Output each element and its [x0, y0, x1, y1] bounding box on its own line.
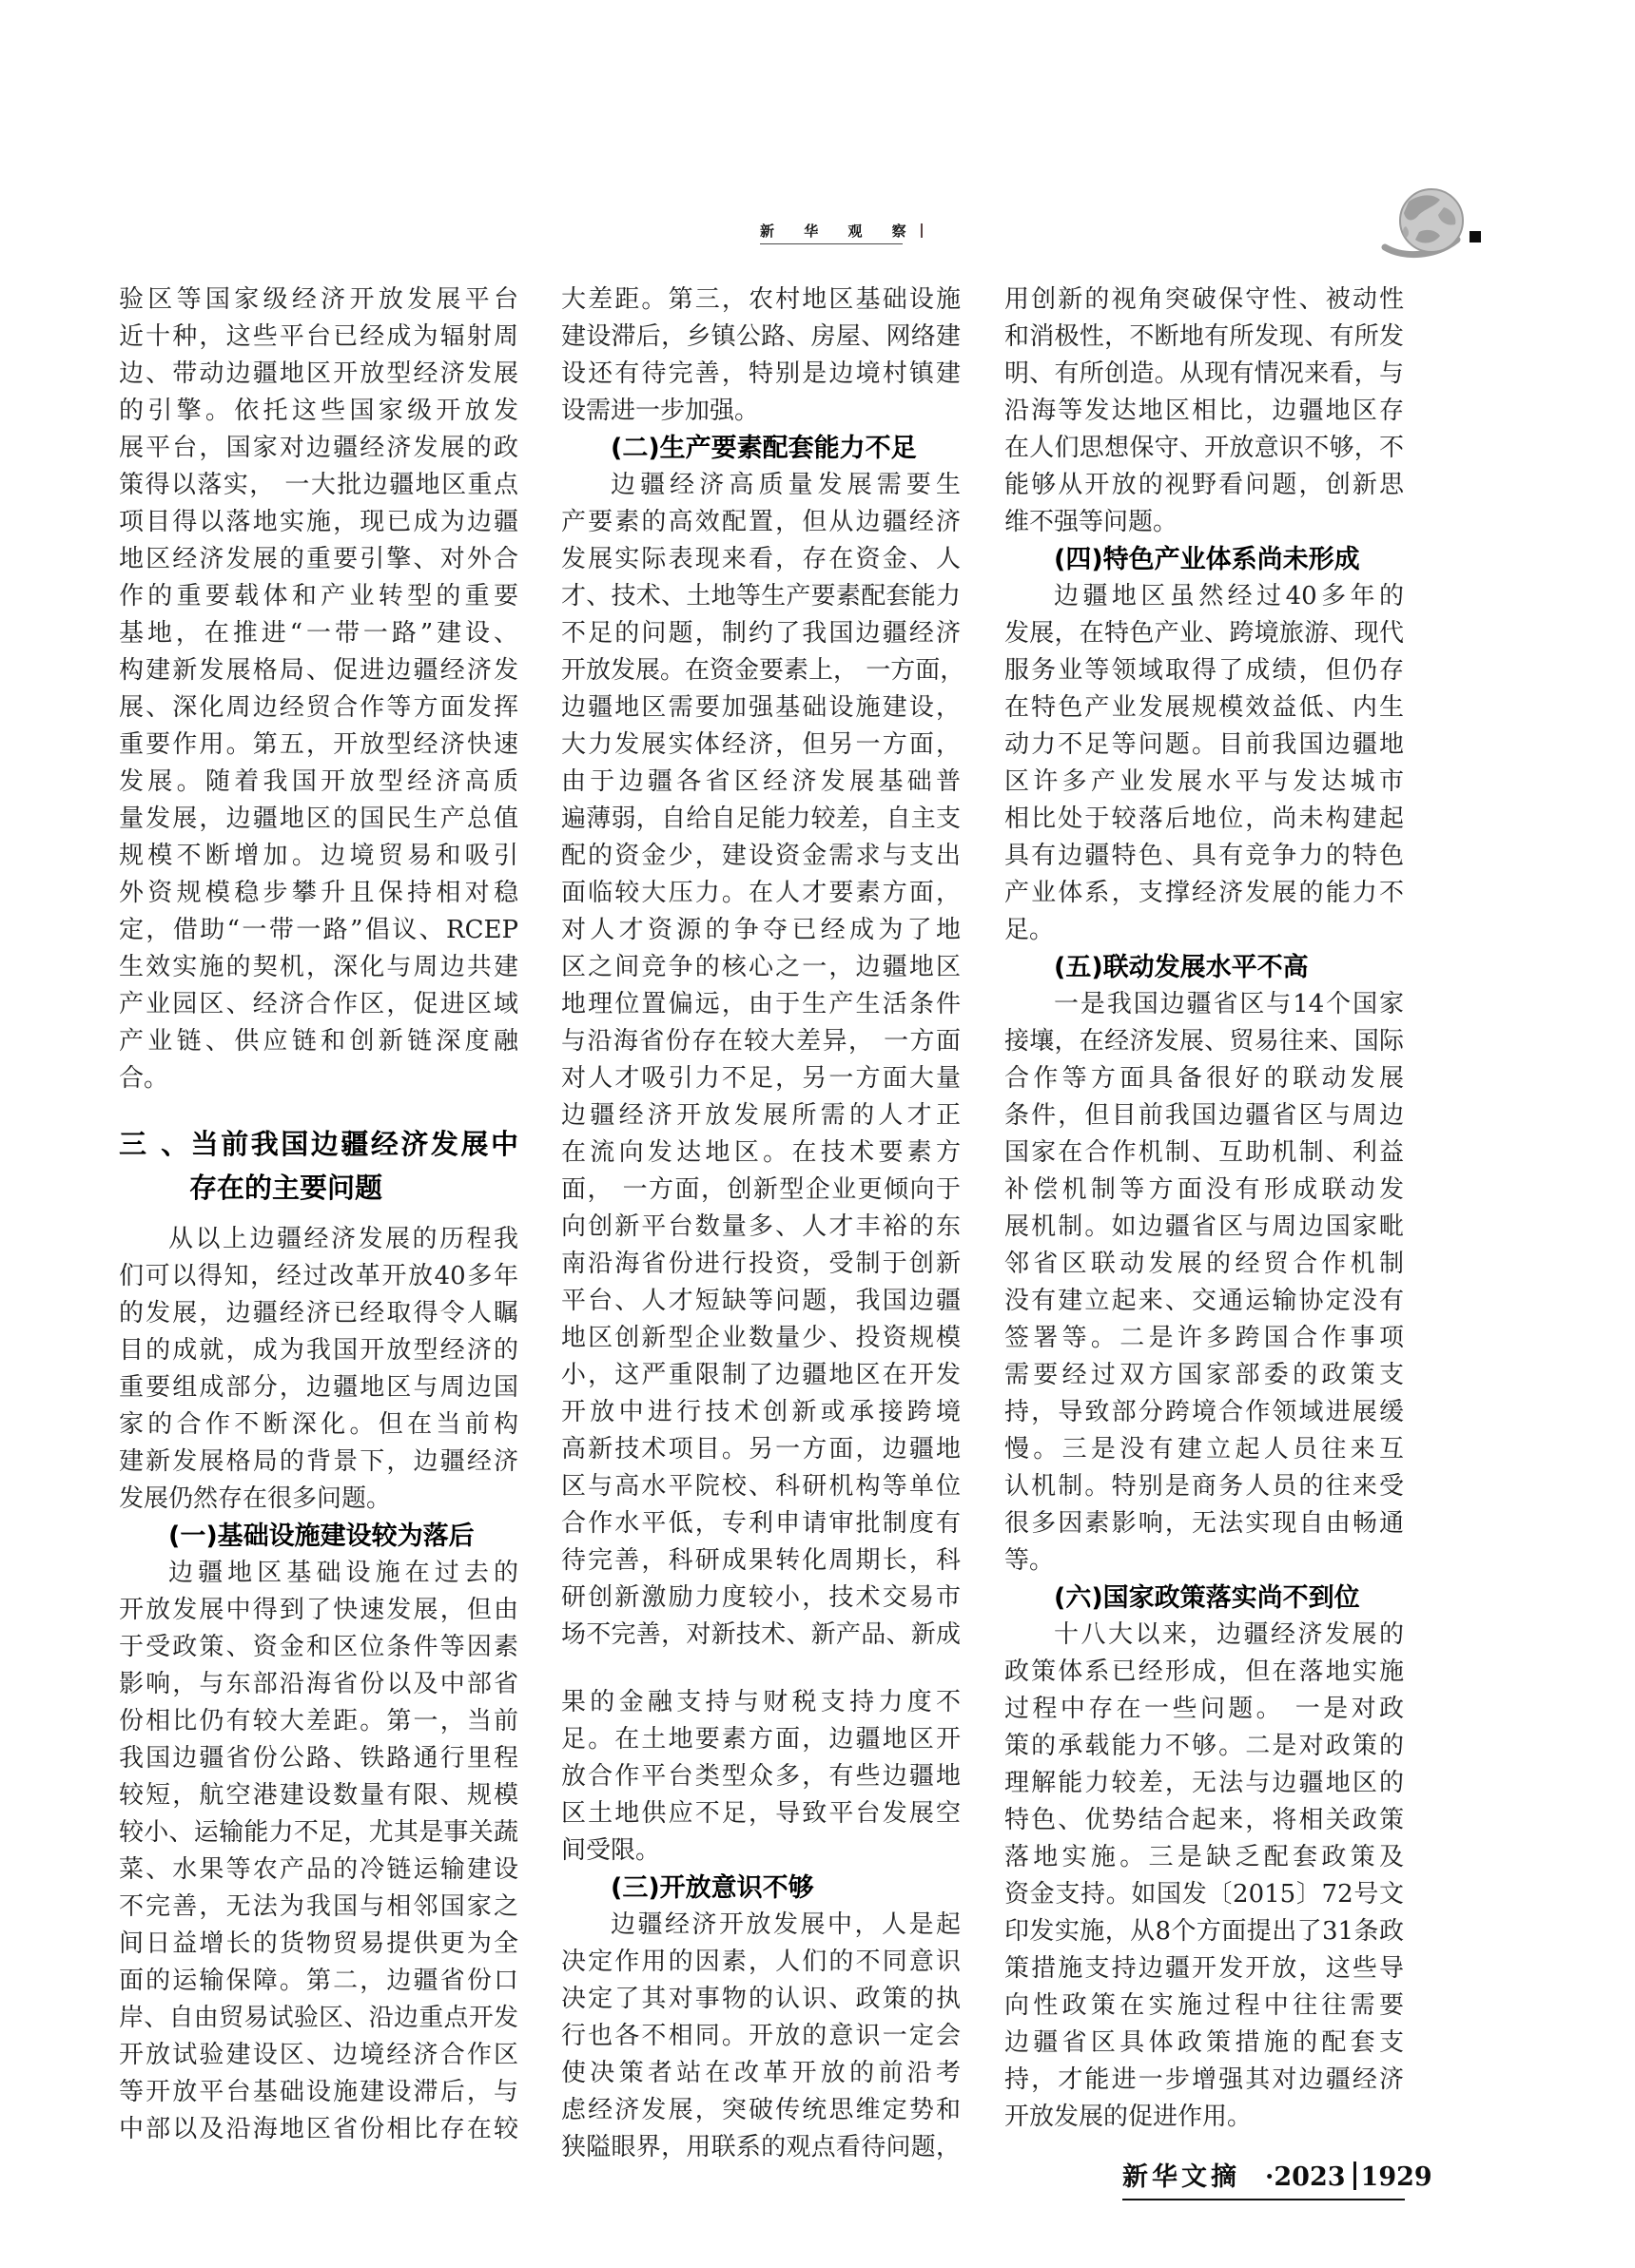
body-text-line: 设需进一步加强。: [561, 397, 760, 425]
body-text-line: 对人才吸引力不足，另一方面大量: [561, 1064, 961, 1093]
column-gap: [561, 1654, 961, 1684]
globe-logo: [1377, 181, 1491, 262]
column-gap: [119, 1097, 518, 1122]
body-text-line: 策得以落实， 一大批边疆地区重点: [119, 471, 518, 499]
body-text-line: 从以上边疆经济发展的历程我: [168, 1225, 518, 1253]
body-text-line: 的引擎。依托这些国家级开放发: [119, 397, 518, 425]
body-text-line: 展机制。如边疆省区与周边国家毗: [1004, 1212, 1404, 1241]
body-text-line: 决定了其对事物的认识、政策的执: [561, 1985, 961, 2013]
body-text-line: 验区等国家级经济开放发展平台: [119, 285, 518, 314]
body-text-line: 资金支持。如国发〔2015〕72号文: [1004, 1880, 1404, 1909]
body-text-line: 向性政策在实施过程中往往需要: [1004, 1991, 1404, 2020]
body-text-line: 等开放平台基础设施建设滞后，与: [119, 2078, 518, 2106]
body-text-line: 菜、水果等农产品的冷链运输建设: [119, 1855, 518, 1884]
body-text-line: 和消极性，不断地有所发现、有所发: [1004, 322, 1404, 351]
body-text-line: 条件，但目前我国边疆省区与周边: [1004, 1101, 1404, 1130]
body-text-line: 边疆省区具体政策措施的配套支: [1004, 2028, 1404, 2057]
globe-icon: [1377, 181, 1491, 262]
body-text-line: 影响，与东部沿海省份以及中部省: [119, 1670, 518, 1698]
body-text-line: 能够从开放的视野看问题，创新思: [1004, 471, 1404, 499]
body-text-line: 小，这严重限制了边疆地区在开发: [561, 1361, 961, 1389]
body-text-line: 动力不足等问题。目前我国边疆地: [1004, 730, 1404, 759]
body-text-line: 开放发展。在资金要素上， 一方面，: [561, 656, 965, 685]
body-text-line: 间受限。: [561, 1836, 661, 1865]
body-text-line: 落地实施。三是缺乏配套政策及: [1004, 1843, 1404, 1871]
body-text-line: 边疆地区需要加强基础设施建设，: [561, 693, 961, 722]
text-column-3: [1004, 281, 1404, 2136]
body-text-line: 签署等。二是许多跨国合作事项: [1004, 1324, 1404, 1352]
body-text-line: 重要组成部分，边疆地区与周边国: [119, 1373, 518, 1402]
body-text-line: 开放发展中得到了快速发展，但由: [119, 1596, 518, 1624]
body-text-line: 合作水平低，专利申请审批制度有: [561, 1509, 961, 1538]
header-separator-bar: [921, 223, 923, 238]
body-text-line: 合。: [119, 1064, 169, 1093]
body-text-line: 产业体系，支撑经济发展的能力不: [1004, 879, 1404, 907]
body-text-line: 合作等方面具备很好的联动发展: [1004, 1064, 1404, 1093]
body-text-line: 设还有待完善，特别是边境村镇建: [561, 359, 961, 388]
running-header-title: 新 华 观 察: [760, 223, 919, 240]
body-text-line: 很多因素影响，无法实现自由畅通: [1004, 1509, 1404, 1538]
body-text-line: 持，才能进一步增强其对边疆经济: [1004, 2065, 1404, 2094]
body-text-line: 才、技术、土地等生产要素配套能力: [561, 582, 961, 611]
body-text-line: 维不强等问题。: [1004, 508, 1178, 536]
body-text-line: 开放中进行技术创新或承接跨境: [561, 1398, 961, 1426]
body-text-line: 边疆经济高质量发展需要生: [611, 471, 961, 499]
body-text-line: 印发实施，从8个方面提出了31条政: [1004, 1917, 1404, 1946]
body-text-line: 策措施支持边疆开发开放，这些导: [1004, 1954, 1404, 1983]
body-text-line: 虑经济发展，突破传统思维定势和: [561, 2096, 961, 2124]
body-text-line: 服务业等领域取得了成绩，但仍存: [1004, 656, 1404, 685]
body-text-line: 十八大以来，边疆经济发展的: [1054, 1620, 1404, 1649]
body-text-line: 较短，航空港建设数量有限、规模: [119, 1781, 518, 1810]
text-column-1: [119, 281, 518, 2148]
body-text-line: 们可以得知，经过改革开放40多年: [119, 1262, 518, 1290]
body-text-line: 相比处于较落后地位，尚未构建起: [1004, 804, 1404, 833]
body-text-line: 产业园区、经济合作区，促进区域: [119, 990, 518, 1018]
body-text-line: 份相比仍有较大差距。第一，当前: [119, 1707, 518, 1735]
body-text-line: 中部以及沿海地区省份相比存在较: [119, 2115, 518, 2143]
page-footer: [1122, 2157, 1432, 2200]
body-text-line: 沿海等发达地区相比，边疆地区存: [1004, 397, 1404, 425]
body-text-line: 区与高水平院校、科研机构等单位: [561, 1472, 961, 1501]
subsection-heading: (二)生产要素配套能力不足: [611, 434, 917, 463]
body-text-line: 需要经过双方国家部委的政策支: [1004, 1361, 1404, 1389]
body-text-line: 展、深化周边经贸合作等方面发挥: [119, 693, 518, 722]
body-text-line: 发展。随着我国开放型经济高质: [119, 767, 518, 796]
body-text-line: 平台、人才短缺等问题，我国边疆: [561, 1287, 961, 1315]
body-text-line: 的发展，边疆经济已经取得令人瞩: [119, 1299, 518, 1328]
section-heading-line: 三 、当前我国边疆经济发展中: [119, 1128, 518, 1160]
body-text-line: 大差距。第三，农村地区基础设施: [561, 285, 961, 314]
body-text-line: 过程中存在一些问题。 一是对政: [1004, 1695, 1404, 1723]
body-text-line: 外资规模稳步攀升且保持相对稳: [119, 879, 518, 907]
body-text-line: 在人们思想保守、开放意识不够，不: [1004, 434, 1404, 462]
body-text-line: 果的金融支持与财税支持力度不: [561, 1688, 961, 1716]
footer-page-number: 1929: [1360, 2162, 1432, 2192]
body-text-line: 区许多产业发展水平与发达城市: [1004, 767, 1404, 796]
body-text-line: 足。在土地要素方面，边疆地区开: [561, 1725, 961, 1754]
body-text-line: 在特色产业发展规模效益低、内生: [1004, 693, 1404, 722]
body-text-line: 产要素的高效配置，但从边疆经济: [561, 508, 961, 536]
body-text-line: 发展，在特色产业、跨境旅游、现代: [1004, 619, 1404, 648]
body-text-line: 地区经济发展的重要引擎、对外合: [119, 545, 518, 573]
text-column-2: [561, 281, 965, 2166]
subsection-heading: (三)开放意识不够: [611, 1873, 814, 1903]
corner-square-marker: [1470, 231, 1481, 242]
body-text-line: 项目得以落地实施，现已成为边疆: [119, 508, 518, 536]
body-text-line: 定，借助“一带一路”倡议、RCEP: [119, 916, 518, 944]
body-text-line: 国家在合作机制、互助机制、利益: [1004, 1138, 1404, 1167]
body-text-line: 南沿海省份进行投资，受制于创新: [561, 1250, 961, 1278]
body-text-line: 边疆地区虽然经过40多年的: [1054, 582, 1404, 611]
subsection-heading: (五)联动发展水平不高: [1054, 953, 1309, 982]
section-heading-line: 存在的主要问题: [189, 1172, 383, 1204]
body-text-line: 用创新的视角突破保守性、被动性: [1004, 285, 1404, 314]
body-text-line: 构建新发展格局、促进边疆经济发: [119, 656, 518, 685]
footer-separator-bar: [1353, 2161, 1356, 2190]
body-text-line: 量发展，边疆地区的国民生产总值: [119, 804, 518, 833]
footer-issue: ·2023: [1265, 2162, 1346, 2192]
body-text-line: 规模不断增加。边境贸易和吸引: [119, 842, 518, 870]
body-text-line: 放合作平台类型众多，有些边疆地: [561, 1762, 961, 1791]
body-text-line: 边疆地区基础设施在过去的: [168, 1559, 518, 1587]
subsection-heading: (一)基础设施建设较为落后: [168, 1522, 475, 1551]
body-text-line: 等。: [1004, 1546, 1055, 1575]
body-text-line: 具有边疆特色、具有竞争力的特色: [1004, 842, 1404, 870]
body-text-line: 面的运输保障。第二，边疆省份口: [119, 1967, 518, 1995]
body-text-line: 一是我国边疆省区与14个国家: [1054, 990, 1404, 1018]
body-text-line: 基地，在推进“一带一路”建设、: [119, 619, 518, 648]
footer-journal-name: 新华文摘: [1122, 2162, 1240, 2192]
body-text-line: 重要作用。第五，开放型经济快速: [119, 730, 518, 759]
body-text-line: 持，导致部分跨境合作领域进展缓: [1004, 1398, 1404, 1426]
body-text-line: 向创新平台数量多、人才丰裕的东: [561, 1212, 961, 1241]
subsection-heading: (四)特色产业体系尚未形成: [1054, 545, 1360, 574]
body-text-line: 场不完善，对新技术、新产品、新成: [561, 1620, 961, 1649]
body-text-line: 开放试验建设区、边境经济合作区: [119, 2041, 518, 2069]
body-text-line: 目的成就，成为我国开放型经济的: [119, 1336, 518, 1365]
body-text-line: 使决策者站在改革开放的前沿考: [561, 2059, 961, 2087]
body-text-line: 理解能力较差，无法与边疆地区的: [1004, 1769, 1404, 1797]
body-text-line: 发展实际表现来看，存在资金、人: [561, 545, 961, 573]
body-text-line: 生效实施的契机，深化与周边共建: [119, 953, 518, 981]
body-text-line: 岸、自由贸易试验区、沿边重点开发: [119, 2004, 518, 2032]
body-text-line: 边疆经济开放发展中，人是起: [611, 1910, 961, 1939]
body-text-line: 不完善，无法为我国与相邻国家之: [119, 1892, 518, 1921]
body-text-line: 作的重要载体和产业转型的重要: [119, 582, 518, 611]
body-text-line: 由于边疆各省区经济发展基础普: [561, 767, 961, 796]
body-text-line: 间日益增长的货物贸易提供更为全: [119, 1929, 518, 1958]
body-text-line: 慢。三是没有建立起人员往来互: [1004, 1435, 1404, 1464]
body-text-line: 开放发展的促进作用。: [1004, 2103, 1253, 2131]
body-text-line: 边疆经济开放发展所需的人才正: [561, 1101, 961, 1130]
body-text-line: 建设滞后，乡镇公路、房屋、网络建: [561, 322, 961, 351]
body-text-line: 接壤，在经济发展、贸易往来、国际: [1004, 1027, 1404, 1056]
body-text-line: 产业链、供应链和创新链深度融: [119, 1027, 518, 1056]
body-text-line: 没有建立起来、交通运输协定没有: [1004, 1287, 1404, 1315]
body-text-line: 认机制。特别是商务人员的往来受: [1004, 1472, 1404, 1501]
body-text-line: 大力发展实体经济，但另一方面，: [561, 730, 961, 759]
body-text-line: 行也各不相同。开放的意识一定会: [561, 2022, 961, 2050]
body-text-line: 对人才资源的争夺已经成为了地: [561, 916, 961, 944]
body-text-line: 政策体系已经形成，但在落地实施: [1004, 1657, 1404, 1686]
body-text-line: 研创新激励力度较小，技术交易市: [561, 1583, 961, 1612]
body-text-line: 足。: [1004, 916, 1055, 944]
body-text-line: 明、有所创造。从现有情况来看，与: [1004, 359, 1404, 388]
body-text-line: 于受政策、资金和区位条件等因素: [119, 1633, 518, 1661]
body-text-line: 较小、运输能力不足，尤其是事关蔬: [119, 1818, 518, 1847]
body-text-line: 面， 一方面，创新型企业更倾向于: [561, 1175, 961, 1204]
body-text-line: 与沿海省份存在较大差异， 一方面: [561, 1027, 961, 1056]
body-text-line: 策的承载能力不够。二是对政策的: [1004, 1732, 1404, 1760]
body-text-line: 建新发展格局的背景下，边疆经济: [119, 1447, 518, 1476]
body-text-line: 边、带动边疆地区开放型经济发展: [119, 359, 518, 388]
body-text-line: 决定作用的因素，人们的不同意识: [561, 1948, 961, 1976]
body-text-line: 高新技术项目。另一方面，边疆地: [561, 1435, 961, 1464]
body-text-line: 展平台，国家对边疆经济发展的政: [119, 434, 518, 462]
body-text-line: 特色、优势结合起来，将相关政策: [1004, 1806, 1404, 1834]
body-text-line: 不足的问题，制约了我国边疆经济: [561, 619, 961, 648]
body-text-line: 近十种，这些平台已经成为辐射周: [119, 322, 518, 351]
body-text-line: 家的合作不断深化。但在当前构: [119, 1410, 518, 1439]
running-header: [760, 221, 919, 244]
column-gap: [119, 1210, 518, 1221]
body-text-line: 待完善，科研成果转化周期长，科: [561, 1546, 961, 1575]
body-text-line: 补偿机制等方面没有形成联动发: [1004, 1175, 1404, 1204]
body-text-line: 发展仍然存在很多问题。: [119, 1484, 392, 1513]
body-text-line: 地理位置偏远，由于生产生活条件: [561, 990, 961, 1018]
body-text-line: 狭隘眼界，用联系的观点看待问题，: [561, 2133, 961, 2161]
body-text-line: 在流向发达地区。在技术要素方: [561, 1138, 961, 1167]
body-text-line: 地区创新型企业数量少、投资规模: [561, 1324, 961, 1352]
body-text-line: 区之间竞争的核心之一，边疆地区: [561, 953, 961, 981]
body-text-line: 面临较大压力。在人才要素方面，: [561, 879, 961, 907]
body-text-line: 配的资金少，建设资金需求与支出: [561, 842, 961, 870]
body-text-line: 遍薄弱，自给自足能力较差，自主支: [561, 804, 961, 833]
body-text-line: 区土地供应不足，导致平台发展空: [561, 1799, 961, 1828]
body-text-line: 我国边疆省份公路、铁路通行里程: [119, 1744, 518, 1773]
body-text-line: 邻省区联动发展的经贸合作机制: [1004, 1250, 1404, 1278]
subsection-heading: (六)国家政策落实尚不到位: [1054, 1583, 1360, 1613]
